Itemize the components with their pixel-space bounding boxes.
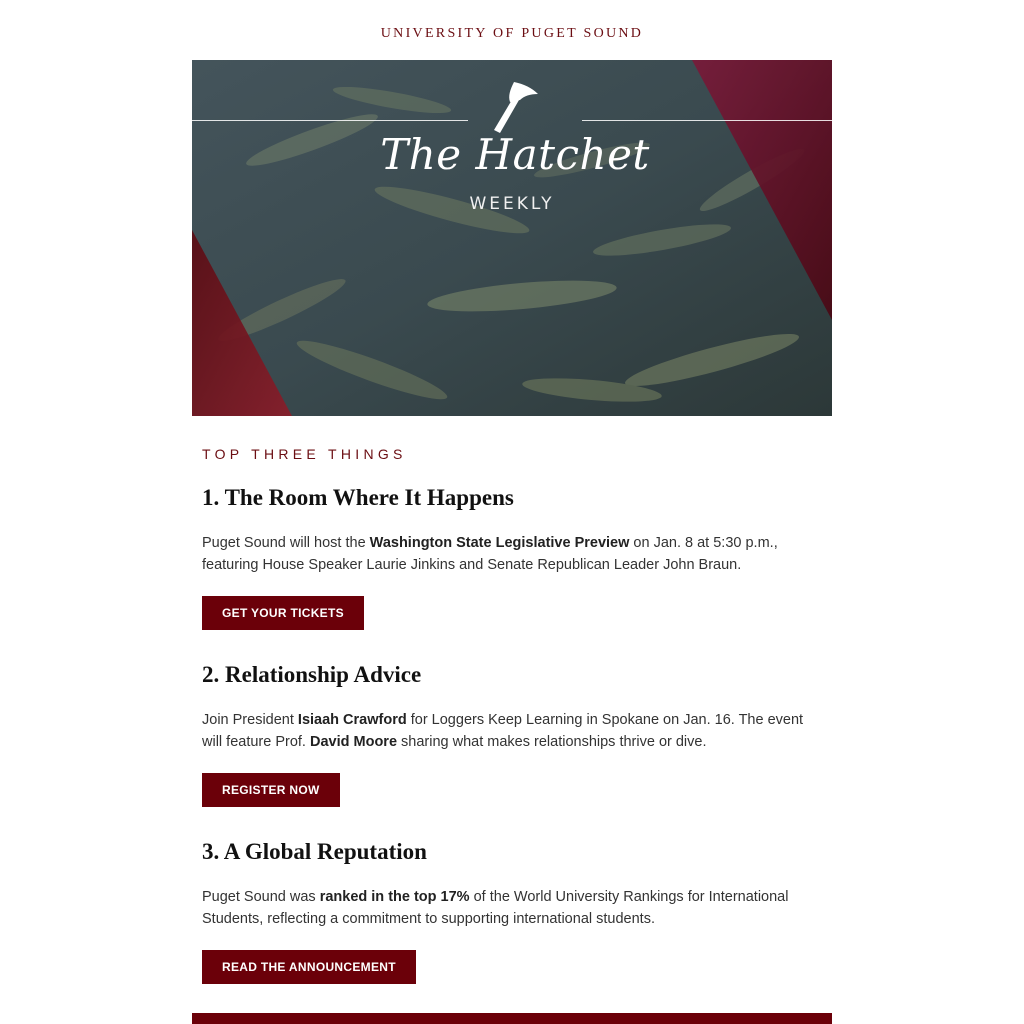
news-item-1 (202, 484, 822, 661)
footer-bar (192, 1013, 832, 1024)
main-content (202, 446, 822, 984)
news-item-2 (202, 661, 822, 838)
item-heading: 2. Relationship Advice (202, 662, 422, 687)
item-body: Puget Sound will host the Washington State Legislative Preview on Jan. 8 at 5:30 p.m., featuring House Speaker Laurie Jinkins and Senate Republican Leader John Braun. (202, 535, 778, 573)
register-now-button[interactable]: REGISTER NOW (202, 773, 340, 807)
newsletter-subtitle: WEEKLY (469, 194, 555, 214)
hero-banner[interactable] (192, 60, 832, 416)
read-announcement-button[interactable]: READ THE ANNOUNCEMENT (202, 950, 416, 984)
hero-rule-left (192, 120, 468, 121)
section-label: TOP THREE THINGS (202, 446, 407, 462)
newsletter-title: The Hatchet (380, 130, 650, 179)
get-tickets-button[interactable]: GET YOUR TICKETS (202, 596, 364, 630)
item-body: Puget Sound was ranked in the top 17% of the World University Rankings for International Students, reflecting a commitment to supporting international students. (202, 889, 789, 927)
item-heading: 1. The Room Where It Happens (202, 485, 514, 510)
item-body: Join President Isiaah Crawford for Loggers Keep Learning in Spokane on Jan. 16. The event will feature Prof. David Moore sharing what makes relationships thrive or dive. (202, 712, 804, 750)
hatchet-icon (486, 78, 548, 134)
hero-rule-right (582, 120, 832, 121)
news-item-3 (202, 838, 822, 984)
item-heading: 3. A Global Reputation (202, 839, 427, 864)
university-wordmark[interactable]: UNIVERSITY OF PUGET SOUND (380, 26, 644, 41)
